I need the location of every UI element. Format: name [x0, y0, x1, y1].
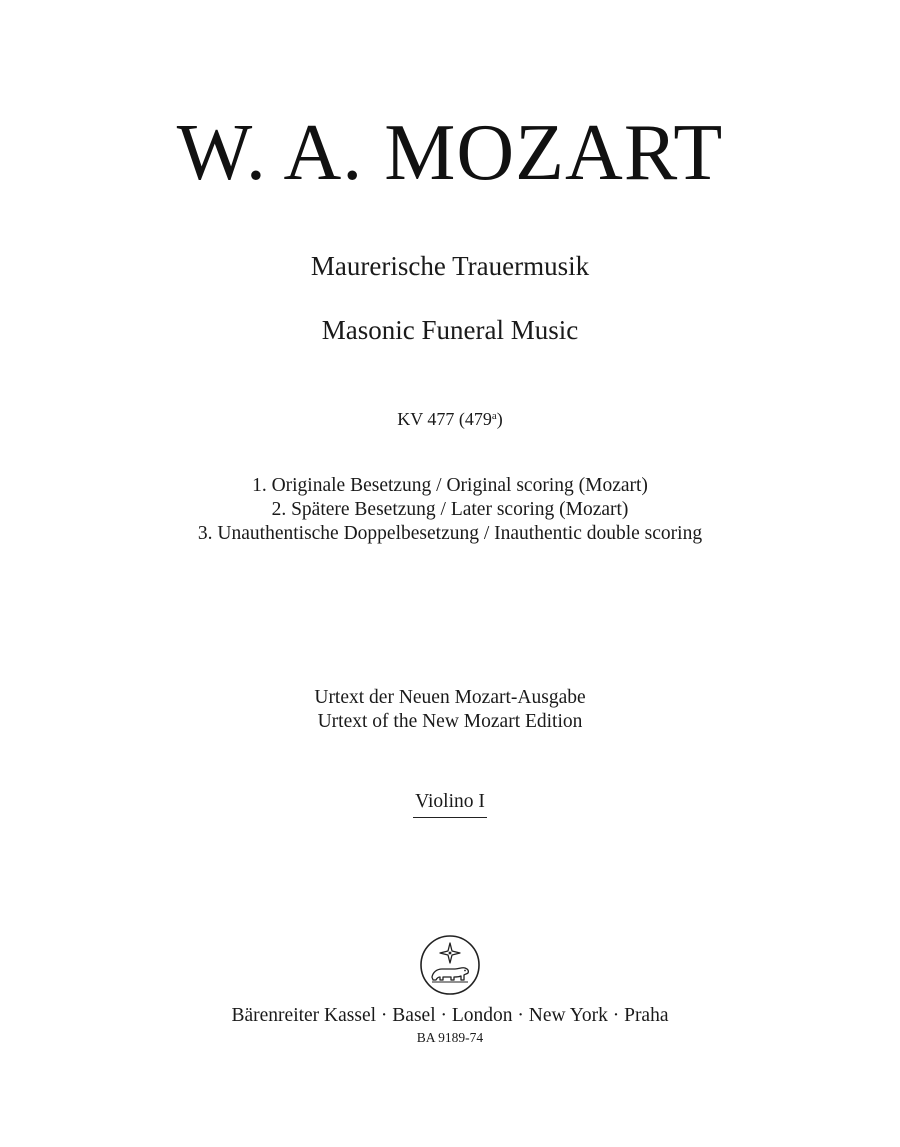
- urtext-note: [0, 686, 900, 734]
- part-label: [0, 790, 900, 818]
- urtext-english: Urtext of the New Mozart Edition: [317, 711, 583, 732]
- urtext-german: Urtext der Neuen Mozart-Ausgabe: [314, 687, 586, 708]
- catalog-superscript: a: [491, 410, 497, 422]
- title-english: Masonic Funeral Music: [321, 315, 579, 345]
- scoring-item-1: 1. Originale Besetzung / Original scoring (Mozart): [252, 475, 648, 496]
- composer-name: W. A. MOZART: [176, 109, 724, 197]
- scoring-item-2: 2. Spätere Besetzung / Later scoring (Mozart): [271, 499, 629, 520]
- scoring-list: [0, 474, 900, 546]
- bear-star-logo-icon: [419, 934, 481, 996]
- publisher-line: Bärenreiter Kassel · Basel · London · New York · Praha: [231, 1005, 669, 1026]
- catalog-close: ): [496, 409, 503, 429]
- title-german: Maurerische Trauermusik: [310, 251, 590, 281]
- catalog-number-kv: [0, 405, 900, 430]
- part-name: Violino I: [413, 790, 487, 818]
- catalog-main: KV 477 (479: [397, 409, 492, 429]
- publisher-catalog-number: BA 9189-74: [416, 1030, 484, 1045]
- scoring-item-3: 3. Unauthentische Doppelbesetzung / Inauthentic double scoring: [197, 523, 703, 544]
